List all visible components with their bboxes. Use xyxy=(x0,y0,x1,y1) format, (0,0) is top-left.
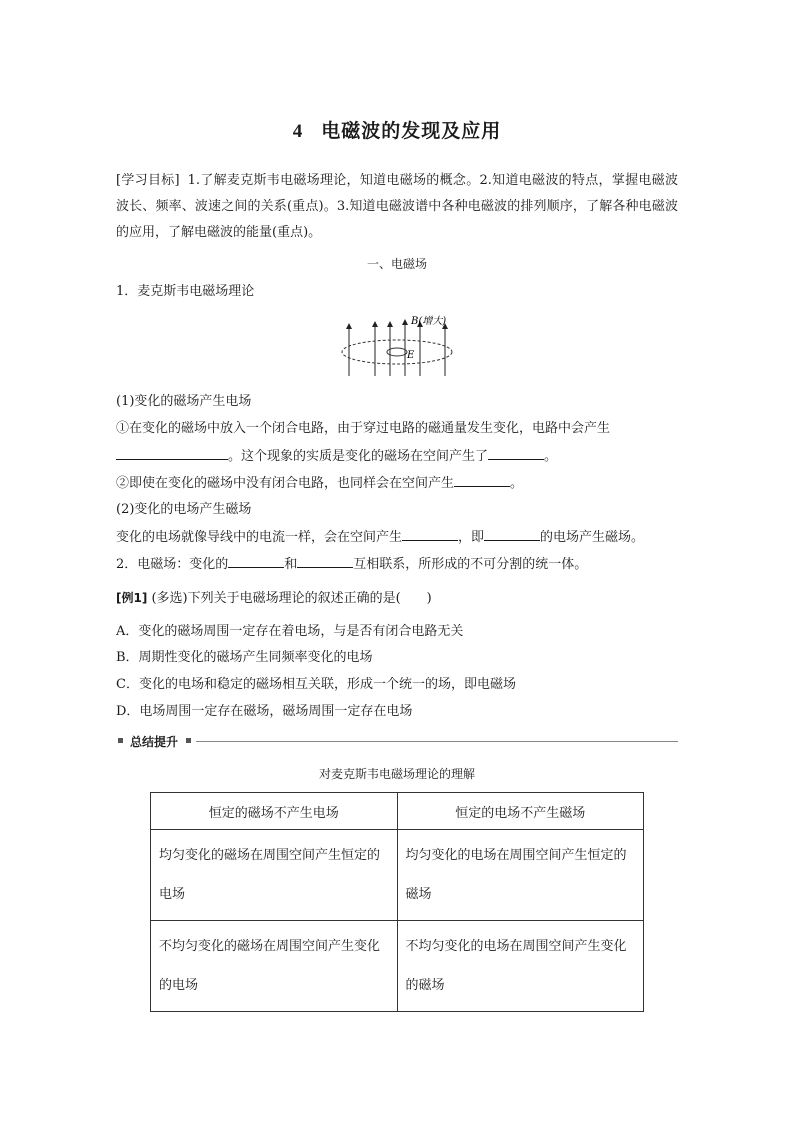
summary-label: 总结提升 xyxy=(130,735,179,749)
part2-line1: 变化的电场就像导线中的电流一样，会在空间产生 ，即 的电场产生磁场。 xyxy=(116,526,678,549)
title-number: 4 xyxy=(292,121,304,142)
table-cell: 不均匀变化的电场在周围空间产生变化的磁场 xyxy=(397,921,644,1012)
answer-blank[interactable] xyxy=(484,526,540,541)
part1-heading: (1)变化的磁场产生电场 xyxy=(116,394,252,409)
summary-rule xyxy=(196,741,678,742)
table-header: 恒定的磁场不产生电场 xyxy=(151,793,398,830)
option-c[interactable]: C．变化的电场和稳定的磁场相互关联，形成一个统一的场，即电磁场 xyxy=(116,677,516,692)
theory-table xyxy=(150,792,644,1012)
answer-blank[interactable] xyxy=(116,445,228,460)
table-cell: 均匀变化的磁场在周围空间产生恒定的电场 xyxy=(151,830,398,921)
page-title xyxy=(0,116,794,143)
option-b[interactable]: B．周期性变化的磁场产生同频率变化的电场 xyxy=(116,650,373,665)
example-question: [例1] (多选)下列关于电磁场理论的叙述正确的是( ) xyxy=(116,591,432,606)
part1-line3: ②即使在变化的磁场中没有闭合电路，也同样会在空间产生 。 xyxy=(116,472,678,495)
square-bullet-icon xyxy=(186,738,191,743)
item1-heading: 1．麦克斯韦电磁场理论 xyxy=(116,284,255,299)
title-text: 电磁波的发现及应用 xyxy=(321,120,502,142)
answer-blank[interactable] xyxy=(228,553,284,568)
table-header: 恒定的电场不产生磁场 xyxy=(397,793,644,830)
table-cell: 均匀变化的电场在周围空间产生恒定的磁场 xyxy=(397,830,644,921)
table-cell: 不均匀变化的磁场在周围空间产生变化的电场 xyxy=(151,921,398,1012)
answer-blank[interactable] xyxy=(402,526,458,541)
table-header-row xyxy=(151,793,644,830)
item2-line: 2．电磁场：变化的 和 互相联系，所形成的不可分割的统一体。 xyxy=(116,553,678,576)
part1-line2: 。这个现象的实质是变化的磁场在空间产生了 。 xyxy=(116,445,678,468)
answer-blank[interactable] xyxy=(454,472,510,487)
magnetic-field-diagram xyxy=(335,310,465,382)
learning-objectives xyxy=(116,168,678,246)
outer-loop xyxy=(342,340,452,364)
example-tag: [例1] xyxy=(116,591,148,605)
label-b: B(增大) xyxy=(411,316,447,327)
objectives-tag: [学习目标] xyxy=(116,173,180,188)
option-d[interactable]: D．电场周围一定存在磁场，磁场周围一定存在电场 xyxy=(116,704,413,719)
part2-heading: (2)变化的电场产生磁场 xyxy=(116,502,252,517)
part1-line1: ①在变化的磁场中放入一个闭合电路，由于穿过电路的磁通量发生变化，电路中会产生 xyxy=(116,421,611,436)
option-a[interactable]: A．变化的磁场周围一定存在着电场，与是否有闭合电路无关 xyxy=(116,624,464,639)
objectives-text: 1.了解麦克斯韦电磁场理论，知道电磁场的概念。2.知道电磁波的特点，掌握电磁波波长、频率、波速之间的关系(重点)。3.知道电磁波谱中各种电磁波的排列顺序，了解各种电磁波的应用，了解电磁波的能量(重点)。 xyxy=(116,173,678,240)
answer-blank[interactable] xyxy=(297,553,353,568)
square-bullet-icon xyxy=(118,738,123,743)
table-caption: 对麦克斯韦电磁场理论的理解 xyxy=(318,767,475,781)
label-e: E xyxy=(407,350,415,361)
summary-divider xyxy=(116,733,678,749)
table-row xyxy=(151,830,644,921)
answer-blank[interactable] xyxy=(488,445,544,460)
section-heading: 一、电磁场 xyxy=(366,257,427,271)
table-row xyxy=(151,921,644,1012)
